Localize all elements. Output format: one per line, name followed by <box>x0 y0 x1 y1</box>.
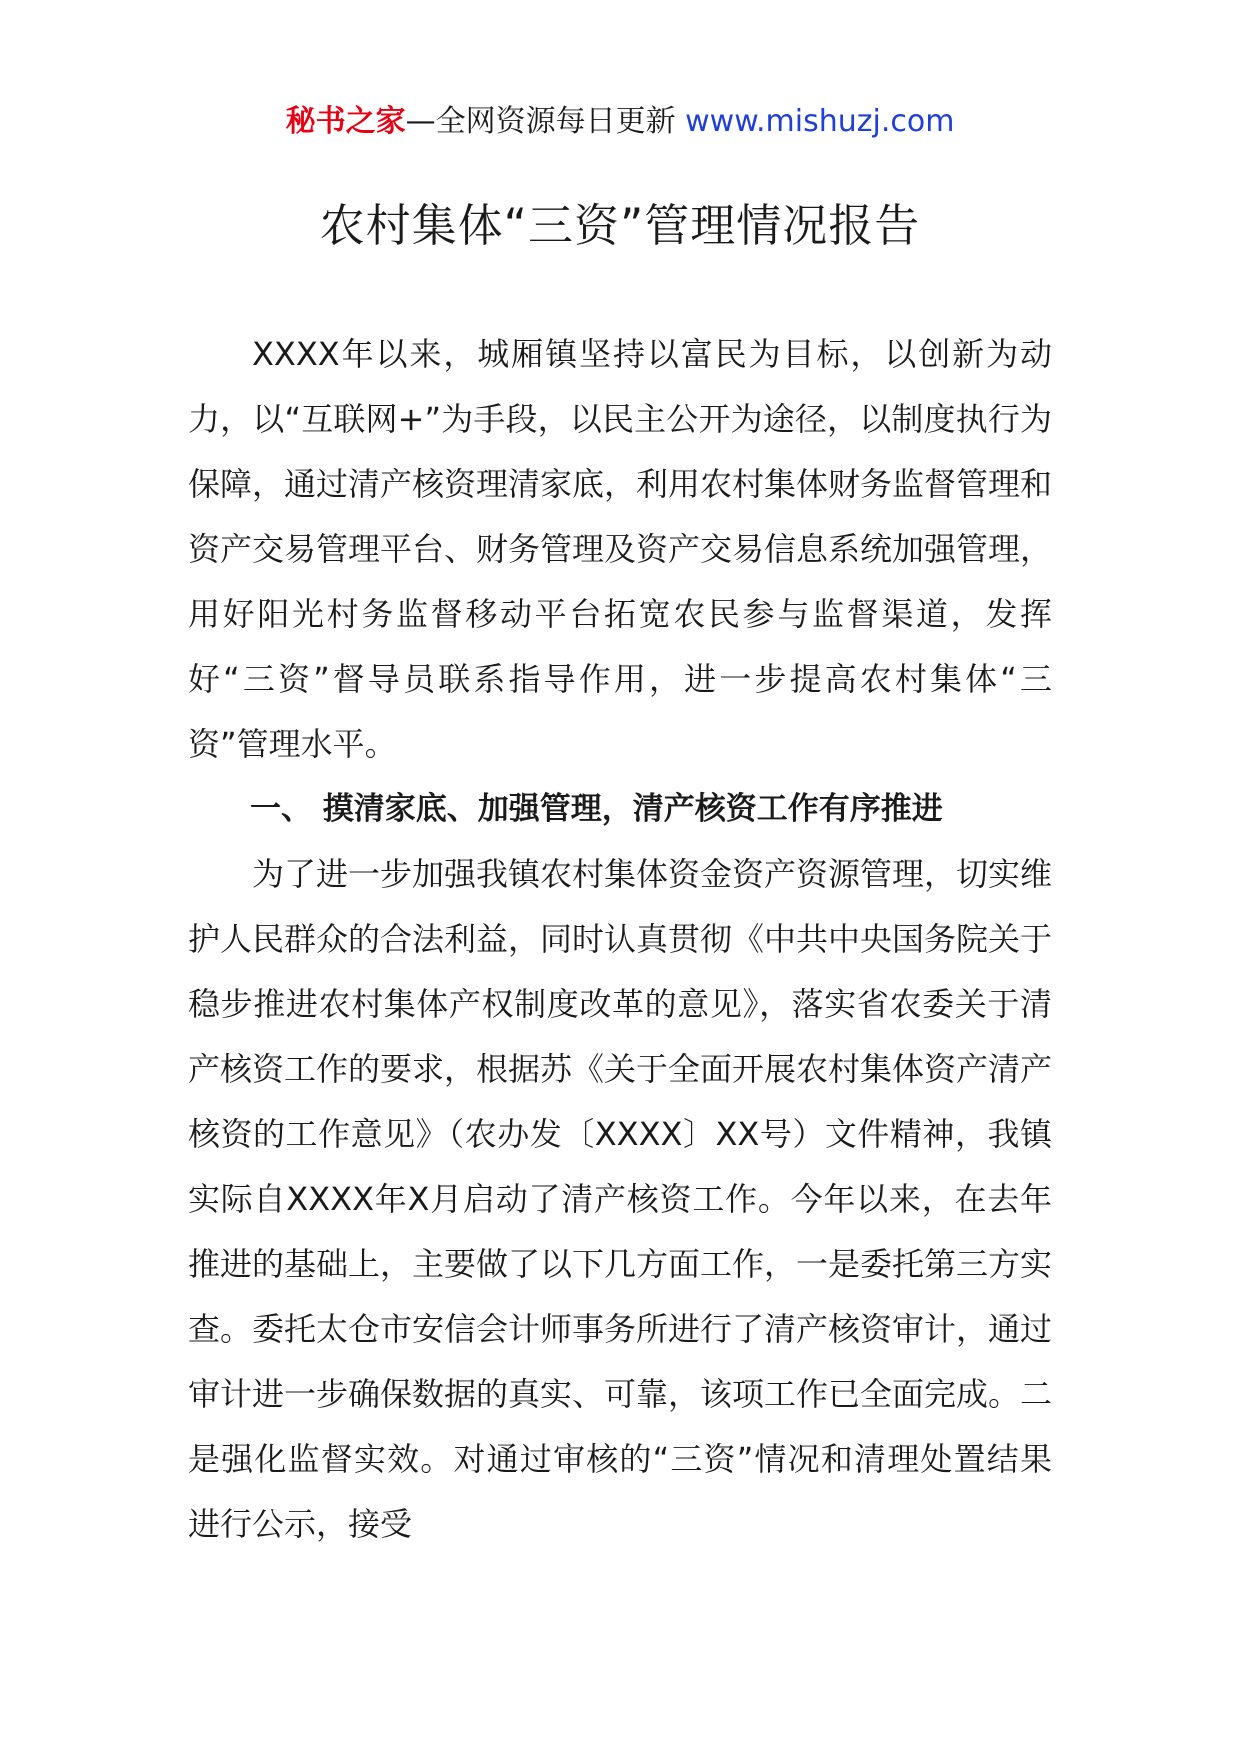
section-1-paragraph: 为了进一步加强我镇农村集体资金资产资源管理，切实维护人民群众的合法利益，同时认真贯彻《中共中央国务院关于稳步推进农村集体产权制度改革的意见》，落实省农委关于清产核资工作的要求，根据苏《关于全面开展农村集体资产清产核资的工作意见》（农办发〔XXXX〕XX号）文件精神，我镇实际自XXXX年X月启动了清产核资工作。今年以来，在去年推进的基础上，主要做了以下几方面工作，一是委托第三方实查。委托太仓市安信会计师事务所进行了清产核资审计，通过审计进一步确保数据的真实、可靠，该项工作已全面完成。二是强化监督实效。对通过审核的“三资”情况和清理处置结果进行公示，接受 <box>188 855 1053 1543</box>
intro-paragraph: XXXX年以来，城厢镇坚持以富民为目标，以创新为动力，以“互联网+”为手段，以民主公开为途径，以制度执行为保障，通过清产核资理清家底，利用农村集体财务监督管理和资产交易管理平台、财务管理及资产交易信息系统加强管理，用好阳光村务监督移动平台拓宽农民参与监督渠道，发挥好“三资”督导员联系指导作用，进一步提高农村集体“三资”管理水平。 <box>188 335 1053 763</box>
site-url-link[interactable]: www.mishuzj.com <box>685 104 955 139</box>
site-header <box>0 100 1240 144</box>
brand-name: 秘书之家 <box>285 104 406 139</box>
section-heading-1: 一、 摸清家底、加强管理，清产核资工作有序推进 <box>250 791 943 827</box>
document-title: 农村集体“三资”管理情况报告 <box>319 199 921 252</box>
document-body <box>188 322 1052 1557</box>
header-tagline: —全网资源每日更新 <box>405 104 676 139</box>
